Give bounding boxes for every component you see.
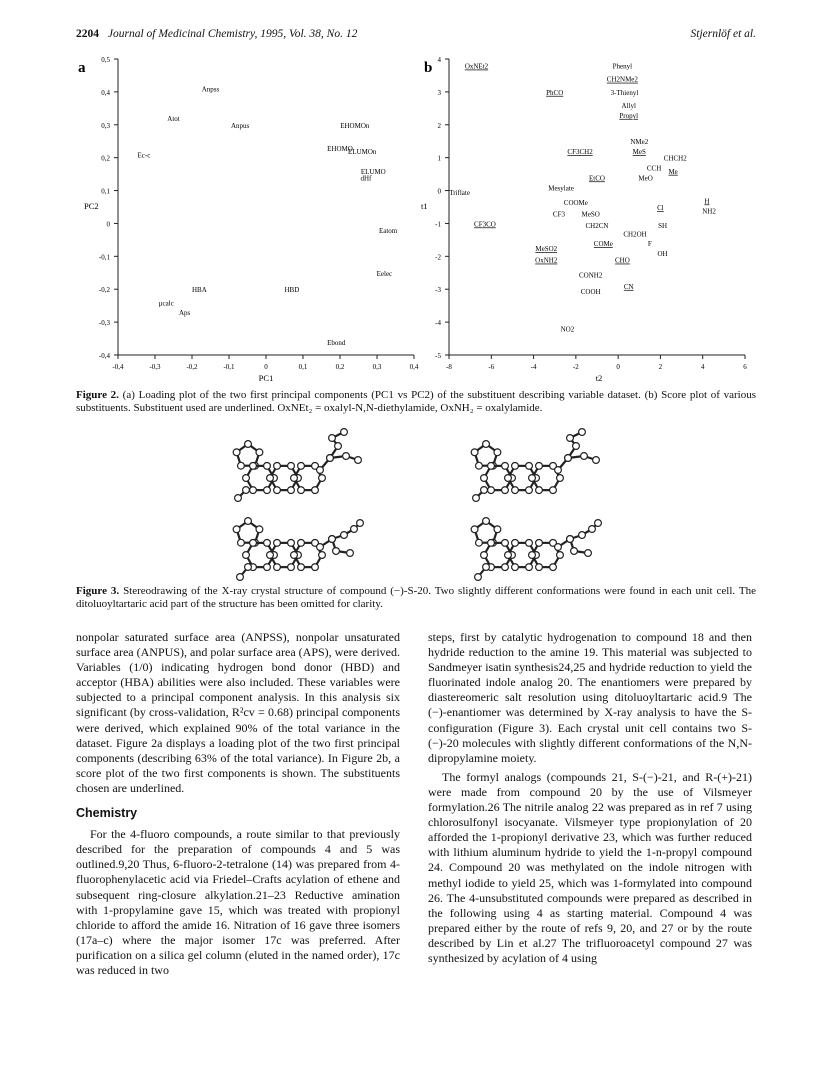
atom xyxy=(481,487,488,494)
atom xyxy=(483,441,490,448)
atom xyxy=(488,462,495,469)
point-label: NH2 xyxy=(702,207,716,216)
point-label: CF3 xyxy=(552,210,565,219)
figure-3-caption xyxy=(76,585,756,610)
atom xyxy=(235,495,242,502)
atom xyxy=(274,539,281,546)
panel-label-a: a xyxy=(78,60,86,76)
point-label: H xyxy=(704,197,710,206)
x-tick-label: 0 xyxy=(264,363,268,371)
atom xyxy=(267,475,274,482)
atom xyxy=(233,526,240,533)
y-tick-label: 0,3 xyxy=(101,121,110,130)
atom xyxy=(357,520,364,527)
atom xyxy=(536,564,543,571)
atom xyxy=(471,449,478,456)
y-tick-label: 0,1 xyxy=(101,187,110,196)
atom xyxy=(243,475,250,482)
atom xyxy=(256,449,263,456)
atom xyxy=(581,453,588,460)
atom xyxy=(526,564,533,571)
point-label: CHO xyxy=(614,256,630,265)
y-tick-label: -3 xyxy=(435,286,441,295)
point-label: OxNEt2 xyxy=(464,62,489,71)
paragraph-4-fluoro-route: For the 4-fluoro compounds, a route similar to that previously described for the preparation of compounds 4 and 5 was outlined.9,20 Thus, 6-fluoro-2-tetralone (14) was prepared from 4-fluorophenylacetic acid via Friedel–Crafts acylation of ethene and subsequent ring-closure alkylation.21–23 Reductive amination with 1-propylamine gave 15, which was treated with propionyl chloride to afford the amide 16. Nitration of 16 gave three isomers (17a–c) where the major isomer 17c was preferred. After purification on a silica gel column (eluted in the named order), 17c was reduced in two xyxy=(76,827,400,977)
figure-3-stereodrawing xyxy=(200,420,640,585)
point-label: CHCH2 xyxy=(663,154,687,163)
atom xyxy=(298,462,305,469)
atom xyxy=(291,552,298,559)
point-label: CH2NMe2 xyxy=(606,75,638,84)
x-tick-label: 0,3 xyxy=(372,363,382,371)
point-label: MeSO xyxy=(581,210,600,219)
axis-label-y: PC2 xyxy=(84,201,99,211)
atom xyxy=(237,574,244,581)
atom xyxy=(243,552,250,559)
atom xyxy=(298,539,305,546)
point-label: F xyxy=(647,240,652,249)
x-tick-label: 6 xyxy=(743,363,747,371)
atom xyxy=(481,475,488,482)
axis-label-x: PC1 xyxy=(258,373,274,383)
point-label: CCH xyxy=(646,164,662,173)
atom xyxy=(573,443,580,450)
axis-label-x: t2 xyxy=(595,373,603,383)
atom xyxy=(488,539,495,546)
atom xyxy=(536,487,543,494)
atom xyxy=(298,487,305,494)
point-label: Allyl xyxy=(621,102,636,111)
y-tick-label: -0,1 xyxy=(98,253,110,262)
atom xyxy=(595,520,602,527)
point-label: ELUMO xyxy=(360,167,386,176)
atom xyxy=(250,487,257,494)
atom xyxy=(245,441,252,448)
atom xyxy=(288,539,295,546)
point-label: MeSO2 xyxy=(535,245,558,254)
point-label: Atot xyxy=(167,115,180,124)
point-label: Cl xyxy=(657,204,664,212)
atom xyxy=(494,526,501,533)
page-number: 2204 xyxy=(76,28,99,40)
y-tick-label: -5 xyxy=(435,352,441,360)
author-running-head: Stjernlöf et al. xyxy=(690,28,756,40)
atom xyxy=(488,487,495,494)
atom xyxy=(502,487,509,494)
point-label: Ebond xyxy=(327,338,346,347)
point-label: µcalc xyxy=(158,299,174,308)
atom xyxy=(312,564,319,571)
atom xyxy=(536,462,543,469)
atom xyxy=(245,518,252,525)
point-label: OH xyxy=(657,250,668,259)
atom xyxy=(502,462,509,469)
atom xyxy=(274,564,281,571)
point-label: Triflate xyxy=(449,189,470,198)
point-label: Propyl xyxy=(619,111,639,120)
atom xyxy=(351,526,358,533)
atom xyxy=(512,539,519,546)
crystal-conformation-1-left-view xyxy=(233,429,361,502)
atom xyxy=(238,462,245,469)
y-tick-label: 0 xyxy=(437,187,441,196)
atom xyxy=(264,487,271,494)
x-tick-label: 0,1 xyxy=(298,363,308,371)
point-label: Anpus xyxy=(230,121,250,130)
point-label: COOH xyxy=(580,287,601,296)
atom xyxy=(579,532,586,539)
panel-label-b: b xyxy=(424,60,433,76)
atom xyxy=(288,487,295,494)
y-tick-label: -2 xyxy=(435,253,441,262)
x-tick-label: -4 xyxy=(530,363,537,371)
y-tick-label: 1 xyxy=(437,154,441,163)
paragraph-synthesis-continued: steps, first by catalytic hydrogenation to compound 18 and then hydride reduction to the amine 19. This material was subjected to Sandmeyer isatin synthesis24,25 and hydride reduction to yield the fluorinated indole analog 20. The enantiomers were prepared by diastereomeric salt resolution using ditoluoyltartaric acid.9 The (−)-enantiomer was determined by X-ray analysis to have the S-configuration (Figure 3). Each crystal unit cell contains two S-(−)-20 molecules with slightly different conformations of the N,N-dipropylamine moiety. xyxy=(428,630,752,765)
point-label: MeS xyxy=(632,148,646,157)
x-tick-label: -6 xyxy=(488,363,495,371)
atom xyxy=(526,487,533,494)
atom xyxy=(335,443,342,450)
point-label: Aps xyxy=(178,309,191,318)
point-label: COOMe xyxy=(563,199,588,208)
atom xyxy=(557,475,564,482)
atom xyxy=(264,564,271,571)
atom xyxy=(526,462,533,469)
atom xyxy=(329,536,336,543)
y-tick-label: 0 xyxy=(106,220,110,229)
atom xyxy=(250,462,257,469)
point-label: COMe xyxy=(593,240,613,249)
atom xyxy=(512,462,519,469)
atom xyxy=(557,552,564,559)
figure-3-caption-text: Stereodrawing of the X-ray crystal structure of compound (−)-S-20. Two slightly different conformations were found in each unit cell. The ditoluoyltartaric acid part of the structure has been omitted for clarity. xyxy=(76,585,756,610)
atom xyxy=(555,467,562,474)
point-label: PhCO xyxy=(546,88,564,97)
x-tick-label: -8 xyxy=(446,363,452,371)
x-tick-label: -0,2 xyxy=(186,363,198,371)
atom xyxy=(536,539,543,546)
atom xyxy=(529,475,536,482)
atom xyxy=(238,539,245,546)
atom xyxy=(473,495,480,502)
atom xyxy=(267,552,274,559)
atom xyxy=(475,574,482,581)
atom xyxy=(476,462,483,469)
point-label: Mesylate xyxy=(548,184,574,193)
point-label: MeO xyxy=(638,174,653,183)
y-tick-label: -4 xyxy=(435,319,441,328)
atom xyxy=(589,526,596,533)
atom xyxy=(264,539,271,546)
atom xyxy=(264,462,271,469)
point-label: Ec-c xyxy=(137,151,151,160)
point-label: dHf xyxy=(360,174,372,183)
x-tick-label: -2 xyxy=(572,363,579,371)
y-tick-label: 3 xyxy=(437,88,441,97)
point-label: CF3CH2 xyxy=(567,148,593,157)
atom xyxy=(494,449,501,456)
atom xyxy=(319,475,326,482)
atom xyxy=(250,539,257,546)
atom xyxy=(288,564,295,571)
point-label: SH xyxy=(658,222,668,231)
x-tick-label: 0,2 xyxy=(335,363,345,371)
atom xyxy=(579,429,586,436)
x-tick-label: 2 xyxy=(658,363,663,371)
atom xyxy=(483,564,490,571)
point-label: CN xyxy=(623,282,634,291)
point-label: CF3CO xyxy=(474,220,496,229)
y-tick-label: 0,2 xyxy=(101,154,110,163)
figure-2-label: Figure 2. xyxy=(76,389,119,401)
point-label: ELUMOn xyxy=(348,148,377,157)
x-tick-label: 4 xyxy=(700,363,705,371)
atom xyxy=(476,539,483,546)
atom xyxy=(233,449,240,456)
atom xyxy=(512,564,519,571)
figure-3-label: Figure 3. xyxy=(76,585,120,597)
atom xyxy=(550,487,557,494)
point-label: HBA xyxy=(192,286,207,295)
atom xyxy=(471,526,478,533)
point-label: 3-Thienyl xyxy=(610,88,639,97)
y-tick-label: 0,4 xyxy=(101,88,110,97)
atom xyxy=(505,475,512,482)
atom xyxy=(347,550,354,557)
y-tick-label: -0,4 xyxy=(98,352,110,360)
atom xyxy=(341,429,348,436)
atom xyxy=(585,550,592,557)
figure-2-caption xyxy=(76,389,756,414)
atom xyxy=(526,539,533,546)
point-label: NMe2 xyxy=(630,138,649,147)
atom xyxy=(343,453,350,460)
x-tick-label: 0,4 xyxy=(409,363,419,371)
point-label: EtCO xyxy=(589,174,605,183)
crystal-conformation-2-left-view xyxy=(233,518,363,581)
point-label: EHOMO xyxy=(327,144,353,153)
section-heading-chemistry: Chemistry xyxy=(76,806,138,821)
point-label: Eatom xyxy=(378,227,398,236)
y-tick-label: 4 xyxy=(437,56,441,64)
axis-label-y: t1 xyxy=(421,201,428,211)
point-label: OxNH2 xyxy=(535,256,558,265)
atom xyxy=(341,532,348,539)
paragraph-pca-continued: nonpolar saturated surface area (ANPSS), nonpolar unsaturated surface area (ANPUS), and polar surface area (APS), were derived. Variables (1/0) indicating hydrogen bond donor (HBD) and acceptor (HBA) abilities were also included. These variables were subjected to a principal component analysis. In this analysis six significant (by cross-validation, R²cv = 0.68) principal components were derived, which explained 90% of the total variance in the dataset. Figure 2a displays a loading plot of the two first principal components (describing 63% of the total variance). In Figure 2b, a score plot of the two first components is shown. The substituents chosen are underlined. xyxy=(76,630,400,795)
x-tick-label: -0,3 xyxy=(149,363,161,371)
figure-2a-loading-plot xyxy=(76,52,421,392)
right-column xyxy=(428,630,752,966)
point-label: Me xyxy=(668,167,678,176)
atom xyxy=(327,455,334,462)
atom xyxy=(567,435,574,442)
x-tick-label: -0,4 xyxy=(112,363,124,371)
left-column xyxy=(76,630,400,978)
atom xyxy=(317,544,324,551)
atom xyxy=(329,435,336,442)
atom xyxy=(481,552,488,559)
atom xyxy=(243,487,250,494)
atom xyxy=(502,539,509,546)
point-label: NO2 xyxy=(560,325,575,334)
atom xyxy=(567,536,574,543)
atom xyxy=(333,548,340,555)
atom xyxy=(571,548,578,555)
atom xyxy=(245,564,252,571)
atom xyxy=(512,487,519,494)
point-label: EHOMOn xyxy=(340,121,370,130)
atom xyxy=(502,564,509,571)
journal-citation: Journal of Medicinal Chemistry, 1995, Vol. 38, No. 12 xyxy=(107,28,358,40)
atom xyxy=(529,552,536,559)
running-header xyxy=(76,28,756,40)
figure-2-caption-text: (a) Loading plot of the two first principal components (PC1 vs PC2) of the substituent describing variable dataset. (b) Score plot of various substituents. Substituent used are underlined. OxNEt₂ = oxalyl-N,N-diethylamide, OxNH₂ = oxalylamide. xyxy=(76,389,756,414)
atom xyxy=(291,475,298,482)
atom xyxy=(555,544,562,551)
atom xyxy=(298,564,305,571)
point-label: HBD xyxy=(284,286,300,295)
point-label: CH2CN xyxy=(585,222,609,231)
point-label: CH2OH xyxy=(623,230,647,239)
atom xyxy=(312,487,319,494)
y-tick-label: -0,2 xyxy=(98,286,110,295)
atom xyxy=(288,462,295,469)
atom xyxy=(593,457,600,464)
point-label: Eelec xyxy=(376,269,393,278)
x-tick-label: -0,1 xyxy=(223,363,235,371)
point-label: Anpss xyxy=(201,85,220,94)
atom xyxy=(565,455,572,462)
atom xyxy=(319,552,326,559)
atom xyxy=(505,552,512,559)
atom xyxy=(256,526,263,533)
crystal-conformation-2-right-view xyxy=(471,518,601,581)
y-tick-label: -1 xyxy=(435,220,441,229)
atom xyxy=(550,564,557,571)
paragraph-formyl-analogs: The formyl analogs (compounds 21, S-(−)-21, and R-(+)-21) were made from compound 20 by the use of Vilsmeyer formylation.26 The nitrile analog 22 was prepared as in ref 7 using chlorosulfonyl isocyanate. Vilsmeyer type propionylation of 20 afforded the 1-propionyl derivative 23, which was further reduced with lithium aluminum hydride to yield the 1-n-propyl compound 24. Compound 20 was methylated on the indole nitrogen with methyl iodide to yield 25, which was 1-formylated into compound 26. The 4-unsubstituted compounds were prepared as described in the following using 4 as starting material. Compound 4 was prepared either by the route of refs 9, 20, and 27 or by the route described by Lin et al.27 The trifluoroacetyl compound 27 was synthesized by acylation of 4 using xyxy=(428,769,752,965)
y-tick-label: -0,3 xyxy=(98,319,110,328)
atom xyxy=(274,487,281,494)
x-tick-label: 0 xyxy=(616,363,620,371)
atom xyxy=(355,457,362,464)
atom xyxy=(274,462,281,469)
figure-2b-score-plot xyxy=(421,52,751,392)
atom xyxy=(317,467,324,474)
crystal-conformation-1-right-view xyxy=(471,429,599,502)
point-label: CONH2 xyxy=(578,271,603,280)
atom xyxy=(483,518,490,525)
y-tick-label: 2 xyxy=(437,121,441,130)
point-label: Phenyl xyxy=(612,62,633,71)
y-tick-label: 0,5 xyxy=(101,56,110,64)
